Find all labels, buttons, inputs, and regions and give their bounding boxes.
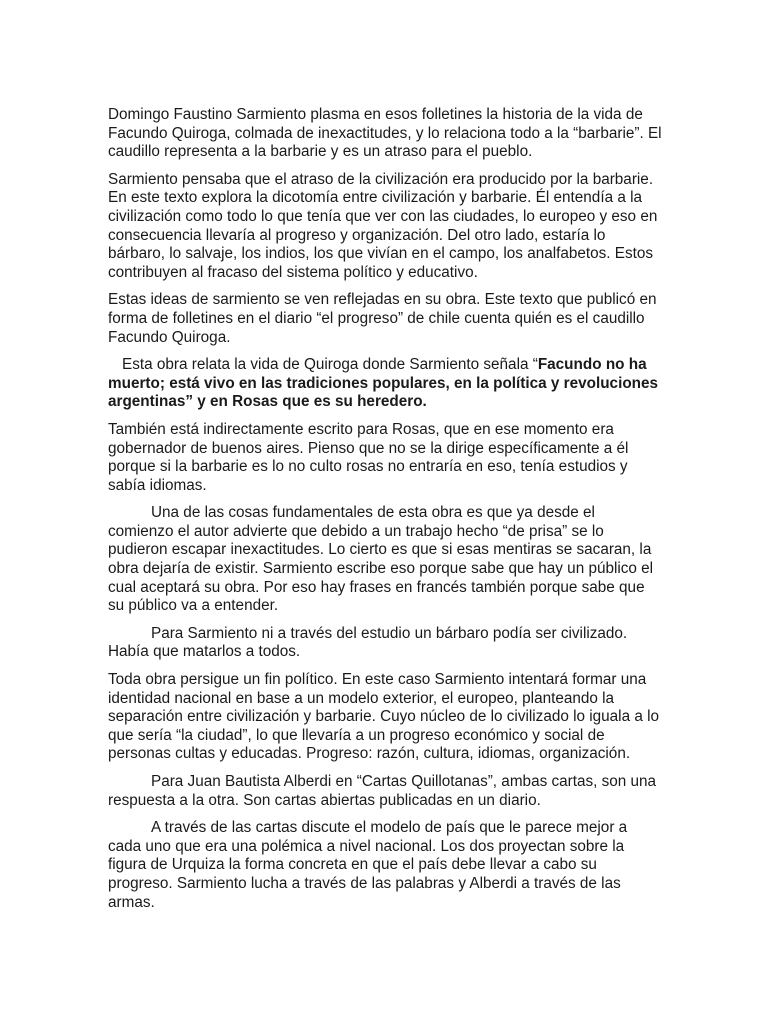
paragraph-10: A través de las cartas discute el modelo de país que le parece mejor a cada uno que era una polémica a nivel nacional. Los dos proyectan sobre la figura de Urquiza la forma concreta en que el país debe llevar a cabo su progreso. Sarmiento lucha a través de las palabras y Alberdi a través de las armas. <box>108 819 628 911</box>
paragraph-9: Para Juan Bautista Alberdi en “Cartas Quillotanas”, ambas cartas, son una respuesta a la otra. Son cartas abiertas publicadas en un diario. <box>108 773 657 809</box>
paragraph-6: Una de las cosas fundamentales de esta obra es que ya desde el comienzo el autor advierte que debido a un trabajo hecho “de prisa” se lo pudieron escapar inexactitudes. Lo cierto es que si esas mentiras se sacaran, la obra dejaría de existir. Sarmiento escribe eso porque sabe que hay un público el cual aceptará su obra. Por eso hay frases en francés también porque sabe que su público va a entender. <box>108 504 654 615</box>
paragraph-4-bold-quote: Facundo no ha muerto; está vivo en las tradiciones populares, en la política y revoluciones argentinas” y en Rosas que es su heredero. <box>108 356 659 411</box>
paragraph-1: Domingo Faustino Sarmiento plasma en esos folletines la historia de la vida de Facundo Quiroga, colmada de inexactitudes, y lo relaciona todo a la “barbarie”. El caudillo representa a la barbarie y es un atraso para el pueblo. <box>108 106 662 161</box>
paragraph-4 <box>108 356 664 412</box>
paragraph-3: Estas ideas de sarmiento se ven reflejadas en su obra. Este texto que publicó en forma de folletines en el diario “el progreso” de chile cuenta quién es el caudillo Facundo Quiroga. <box>108 291 657 346</box>
paragraph-8: Toda obra persigue un fin político. En este caso Sarmiento intentará formar una identidad nacional en base a un modelo exterior, el europeo, planteando la separación entre civilización y barbarie. Cuyo núcleo de lo civilizado lo iguala a lo que sería “la ciudad”, lo que llevaría a un progreso económico y social de personas cultas y educadas. Progreso: razón, cultura, idiomas, organización. <box>108 671 659 763</box>
paragraph-7: Para Sarmiento ni a través del estudio un bárbaro podía ser civilizado. Había que matarlos a todos. <box>108 624 628 661</box>
paragraph-2: Sarmiento pensaba que el atraso de la civilización era producido por la barbarie. En este texto explora la dicotomía entre civilización y barbarie. Él entendía a la civilización como todo lo que tenía que ver con las ciudades, lo europeo y eso en consecuencia llevaría al progreso y organización. Del otro lado, estaría lo bárbaro, lo salvaje, los indios, los que vivían en el campo, los analfabetos. Estos contribuyen al fracaso del sistema político y educativo. <box>108 170 658 281</box>
document-page <box>108 106 664 921</box>
paragraph-5: También está indirectamente escrito para Rosas, que en ese momento era gobernador de buenos aires. Pienso que no se la dirige específicamente a él porque si la barbarie es lo no culto rosas no entraría en eso, tenía estudios y sabía idiomas. <box>108 420 629 494</box>
paragraph-4-intro: Esta obra relata la vida de Quiroga donde Sarmiento señala “ <box>122 356 538 374</box>
